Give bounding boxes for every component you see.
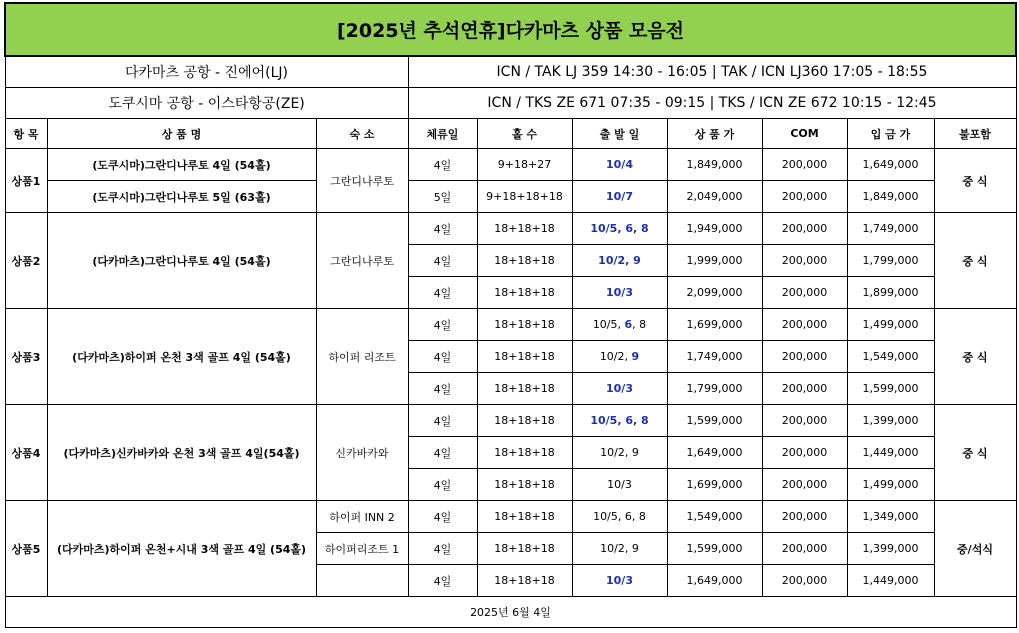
hotel-name: 하이퍼 INN 2 xyxy=(316,501,408,533)
departure-dates xyxy=(572,437,667,469)
product-price: 1,799,000 xyxy=(667,373,762,405)
excluded-items: 중 식 xyxy=(934,309,1016,405)
stay-days: 4일 xyxy=(408,341,477,373)
header-row xyxy=(5,119,1016,149)
table-row xyxy=(5,213,1016,245)
holes: 18+18+18 xyxy=(477,341,572,373)
net-price: 1,499,000 xyxy=(847,469,934,501)
commission: 200,000 xyxy=(762,501,847,533)
stay-days: 4일 xyxy=(408,373,477,405)
commission: 200,000 xyxy=(762,437,847,469)
net-price: 1,549,000 xyxy=(847,341,934,373)
departure-dates xyxy=(572,245,667,277)
holes: 18+18+18 xyxy=(477,533,572,565)
hotel-name: 그란디나루토 xyxy=(316,213,408,309)
excluded-items: 중 식 xyxy=(934,405,1016,501)
holes: 18+18+18 xyxy=(477,565,572,597)
departure-dates xyxy=(572,533,667,565)
commission: 200,000 xyxy=(762,469,847,501)
flight-route-1: 다카마츠 공항 - 진에어(LJ) xyxy=(5,56,408,88)
product-name: (다카마츠)하이퍼 온천+시내 3색 골프 4일 (54홀) xyxy=(47,501,316,597)
commission: 200,000 xyxy=(762,373,847,405)
net-price: 1,849,000 xyxy=(847,181,934,213)
departure-dates xyxy=(572,565,667,597)
product-price: 1,699,000 xyxy=(667,469,762,501)
product-name: (다카마츠)하이퍼 온천 3색 골프 4일 (54홀) xyxy=(47,309,316,405)
holes: 9+18+27 xyxy=(477,149,572,181)
departure-dates xyxy=(572,277,667,309)
holes: 18+18+18 xyxy=(477,501,572,533)
departure-dates xyxy=(572,309,667,341)
product-price: 2,049,000 xyxy=(667,181,762,213)
departure-date-part: 10/7 xyxy=(606,190,633,203)
stay-days: 4일 xyxy=(408,213,477,245)
stay-days: 4일 xyxy=(408,405,477,437)
product-price: 1,749,000 xyxy=(667,341,762,373)
departure-date-part: 10/5, xyxy=(592,318,625,331)
holes: 18+18+18 xyxy=(477,373,572,405)
net-price: 1,799,000 xyxy=(847,245,934,277)
departure-dates xyxy=(572,341,667,373)
header-holes: 홀 수 xyxy=(477,119,572,149)
departure-date-part: , 8 xyxy=(632,318,647,331)
product-price: 1,549,000 xyxy=(667,501,762,533)
departure-date-part: 10/3 xyxy=(606,574,633,587)
page-title: [2025년 추석연휴]다카마츠 상품 모음전 xyxy=(5,3,1016,56)
commission: 200,000 xyxy=(762,181,847,213)
holes: 18+18+18 xyxy=(477,213,572,245)
table-row xyxy=(5,405,1016,437)
net-price: 1,349,000 xyxy=(847,501,934,533)
departure-date-part: 10/2, 9 xyxy=(598,254,641,267)
departure-date-part: 10/3 xyxy=(607,478,632,491)
departure-date-part: 10/5, 6, 8 xyxy=(590,414,649,427)
stay-days: 4일 xyxy=(408,437,477,469)
departure-dates xyxy=(572,181,667,213)
stay-days: 4일 xyxy=(408,309,477,341)
flight-schedule-1: ICN / TAK LJ 359 14:30 - 16:05 | TAK / ICN LJ360 17:05 - 18:55 xyxy=(408,56,1016,88)
holes: 18+18+18 xyxy=(477,277,572,309)
net-price: 1,499,000 xyxy=(847,309,934,341)
commission: 200,000 xyxy=(762,405,847,437)
stay-days: 4일 xyxy=(408,277,477,309)
commission: 200,000 xyxy=(762,213,847,245)
excluded-items: 중/석식 xyxy=(934,501,1016,597)
hotel-name: 그란디나루토 xyxy=(316,149,408,213)
stay-days: 4일 xyxy=(408,501,477,533)
departure-date-part: 10/2, 9 xyxy=(600,446,639,459)
net-price: 1,399,000 xyxy=(847,533,934,565)
stay-days: 4일 xyxy=(408,565,477,597)
departure-date-part: 10/2, xyxy=(599,350,632,363)
hotel-name: 하이퍼리조트 1 xyxy=(316,533,408,565)
hotel-name: 신카바카와 xyxy=(316,405,408,501)
stay-days: 4일 xyxy=(408,533,477,565)
stay-days: 4일 xyxy=(408,245,477,277)
departure-dates xyxy=(572,149,667,181)
holes: 18+18+18 xyxy=(477,405,572,437)
holes: 9+18+18+18 xyxy=(477,181,572,213)
departure-date-part: 10/5, 6, 8 xyxy=(593,510,646,523)
stay-days: 5일 xyxy=(408,181,477,213)
product-category: 상품2 xyxy=(5,213,47,309)
flight-route-2: 도쿠시마 공항 - 이스타항공(ZE) xyxy=(5,88,408,119)
product-name: (도쿠시마)그란디나루토 4일 (54홀) xyxy=(47,149,316,181)
net-price: 1,899,000 xyxy=(847,277,934,309)
header-days: 체류일 xyxy=(408,119,477,149)
header-hotel: 숙 소 xyxy=(316,119,408,149)
commission: 200,000 xyxy=(762,565,847,597)
product-category: 상품5 xyxy=(5,501,47,597)
product-price: 1,649,000 xyxy=(667,565,762,597)
excluded-items: 중 식 xyxy=(934,213,1016,309)
footer-date: 2025년 6월 4일 xyxy=(5,597,1016,628)
commission: 200,000 xyxy=(762,309,847,341)
departure-dates xyxy=(572,405,667,437)
product-price: 1,599,000 xyxy=(667,533,762,565)
net-price: 1,749,000 xyxy=(847,213,934,245)
hotel-name: 하이퍼 리조트 xyxy=(316,309,408,405)
holes: 18+18+18 xyxy=(477,309,572,341)
product-category: 상품3 xyxy=(5,309,47,405)
excluded-items: 중 식 xyxy=(934,149,1016,213)
holes: 18+18+18 xyxy=(477,469,572,501)
table-row xyxy=(5,149,1016,181)
net-price: 1,449,000 xyxy=(847,565,934,597)
table-row xyxy=(5,501,1016,533)
departure-date-part: 10/5, 6, 8 xyxy=(590,222,649,235)
commission: 200,000 xyxy=(762,245,847,277)
header-price: 상 품 가 xyxy=(667,119,762,149)
product-price: 1,949,000 xyxy=(667,213,762,245)
header-net-price: 입 금 가 xyxy=(847,119,934,149)
product-category: 상품1 xyxy=(5,149,47,213)
holes: 18+18+18 xyxy=(477,437,572,469)
net-price: 1,399,000 xyxy=(847,405,934,437)
departure-date-part: 10/2, 9 xyxy=(600,542,639,555)
product-price: 2,099,000 xyxy=(667,277,762,309)
flight-schedule-2: ICN / TKS ZE 671 07:35 - 09:15 | TKS / ICN ZE 672 10:15 - 12:45 xyxy=(408,88,1016,119)
departure-dates xyxy=(572,469,667,501)
table-row xyxy=(5,181,1016,213)
commission: 200,000 xyxy=(762,277,847,309)
commission: 200,000 xyxy=(762,341,847,373)
product-price: 1,999,000 xyxy=(667,245,762,277)
header-departure: 출 발 일 xyxy=(572,119,667,149)
net-price: 1,649,000 xyxy=(847,149,934,181)
product-name: (도쿠시마)그란디나루토 5일 (63홀) xyxy=(47,181,316,213)
header-excluded: 불포함 xyxy=(934,119,1016,149)
net-price: 1,449,000 xyxy=(847,437,934,469)
hotel-empty xyxy=(316,565,408,597)
departure-date-part: 9 xyxy=(631,350,640,363)
product-category: 상품4 xyxy=(5,405,47,501)
holes: 18+18+18 xyxy=(477,245,572,277)
commission: 200,000 xyxy=(762,533,847,565)
departure-date-part: 10/3 xyxy=(606,382,633,395)
header-com: COM xyxy=(762,119,847,149)
departure-date-part: 6 xyxy=(624,318,633,331)
stay-days: 4일 xyxy=(408,149,477,181)
departure-dates xyxy=(572,501,667,533)
product-table xyxy=(4,2,1017,628)
product-name: (다카마츠)신카바카와 온천 3색 골프 4일(54홀) xyxy=(47,405,316,501)
departure-date-part: 10/4 xyxy=(606,158,633,171)
departure-dates xyxy=(572,213,667,245)
net-price: 1,599,000 xyxy=(847,373,934,405)
header-category: 항 목 xyxy=(5,119,47,149)
product-price: 1,649,000 xyxy=(667,437,762,469)
commission: 200,000 xyxy=(762,149,847,181)
product-name: (다카마츠)그란디나루토 4일 (54홀) xyxy=(47,213,316,309)
product-price: 1,699,000 xyxy=(667,309,762,341)
departure-date-part: 10/3 xyxy=(606,286,633,299)
table-row xyxy=(5,309,1016,341)
header-product-name: 상 품 명 xyxy=(47,119,316,149)
stay-days: 4일 xyxy=(408,469,477,501)
product-price: 1,599,000 xyxy=(667,405,762,437)
product-price: 1,849,000 xyxy=(667,149,762,181)
departure-dates xyxy=(572,373,667,405)
